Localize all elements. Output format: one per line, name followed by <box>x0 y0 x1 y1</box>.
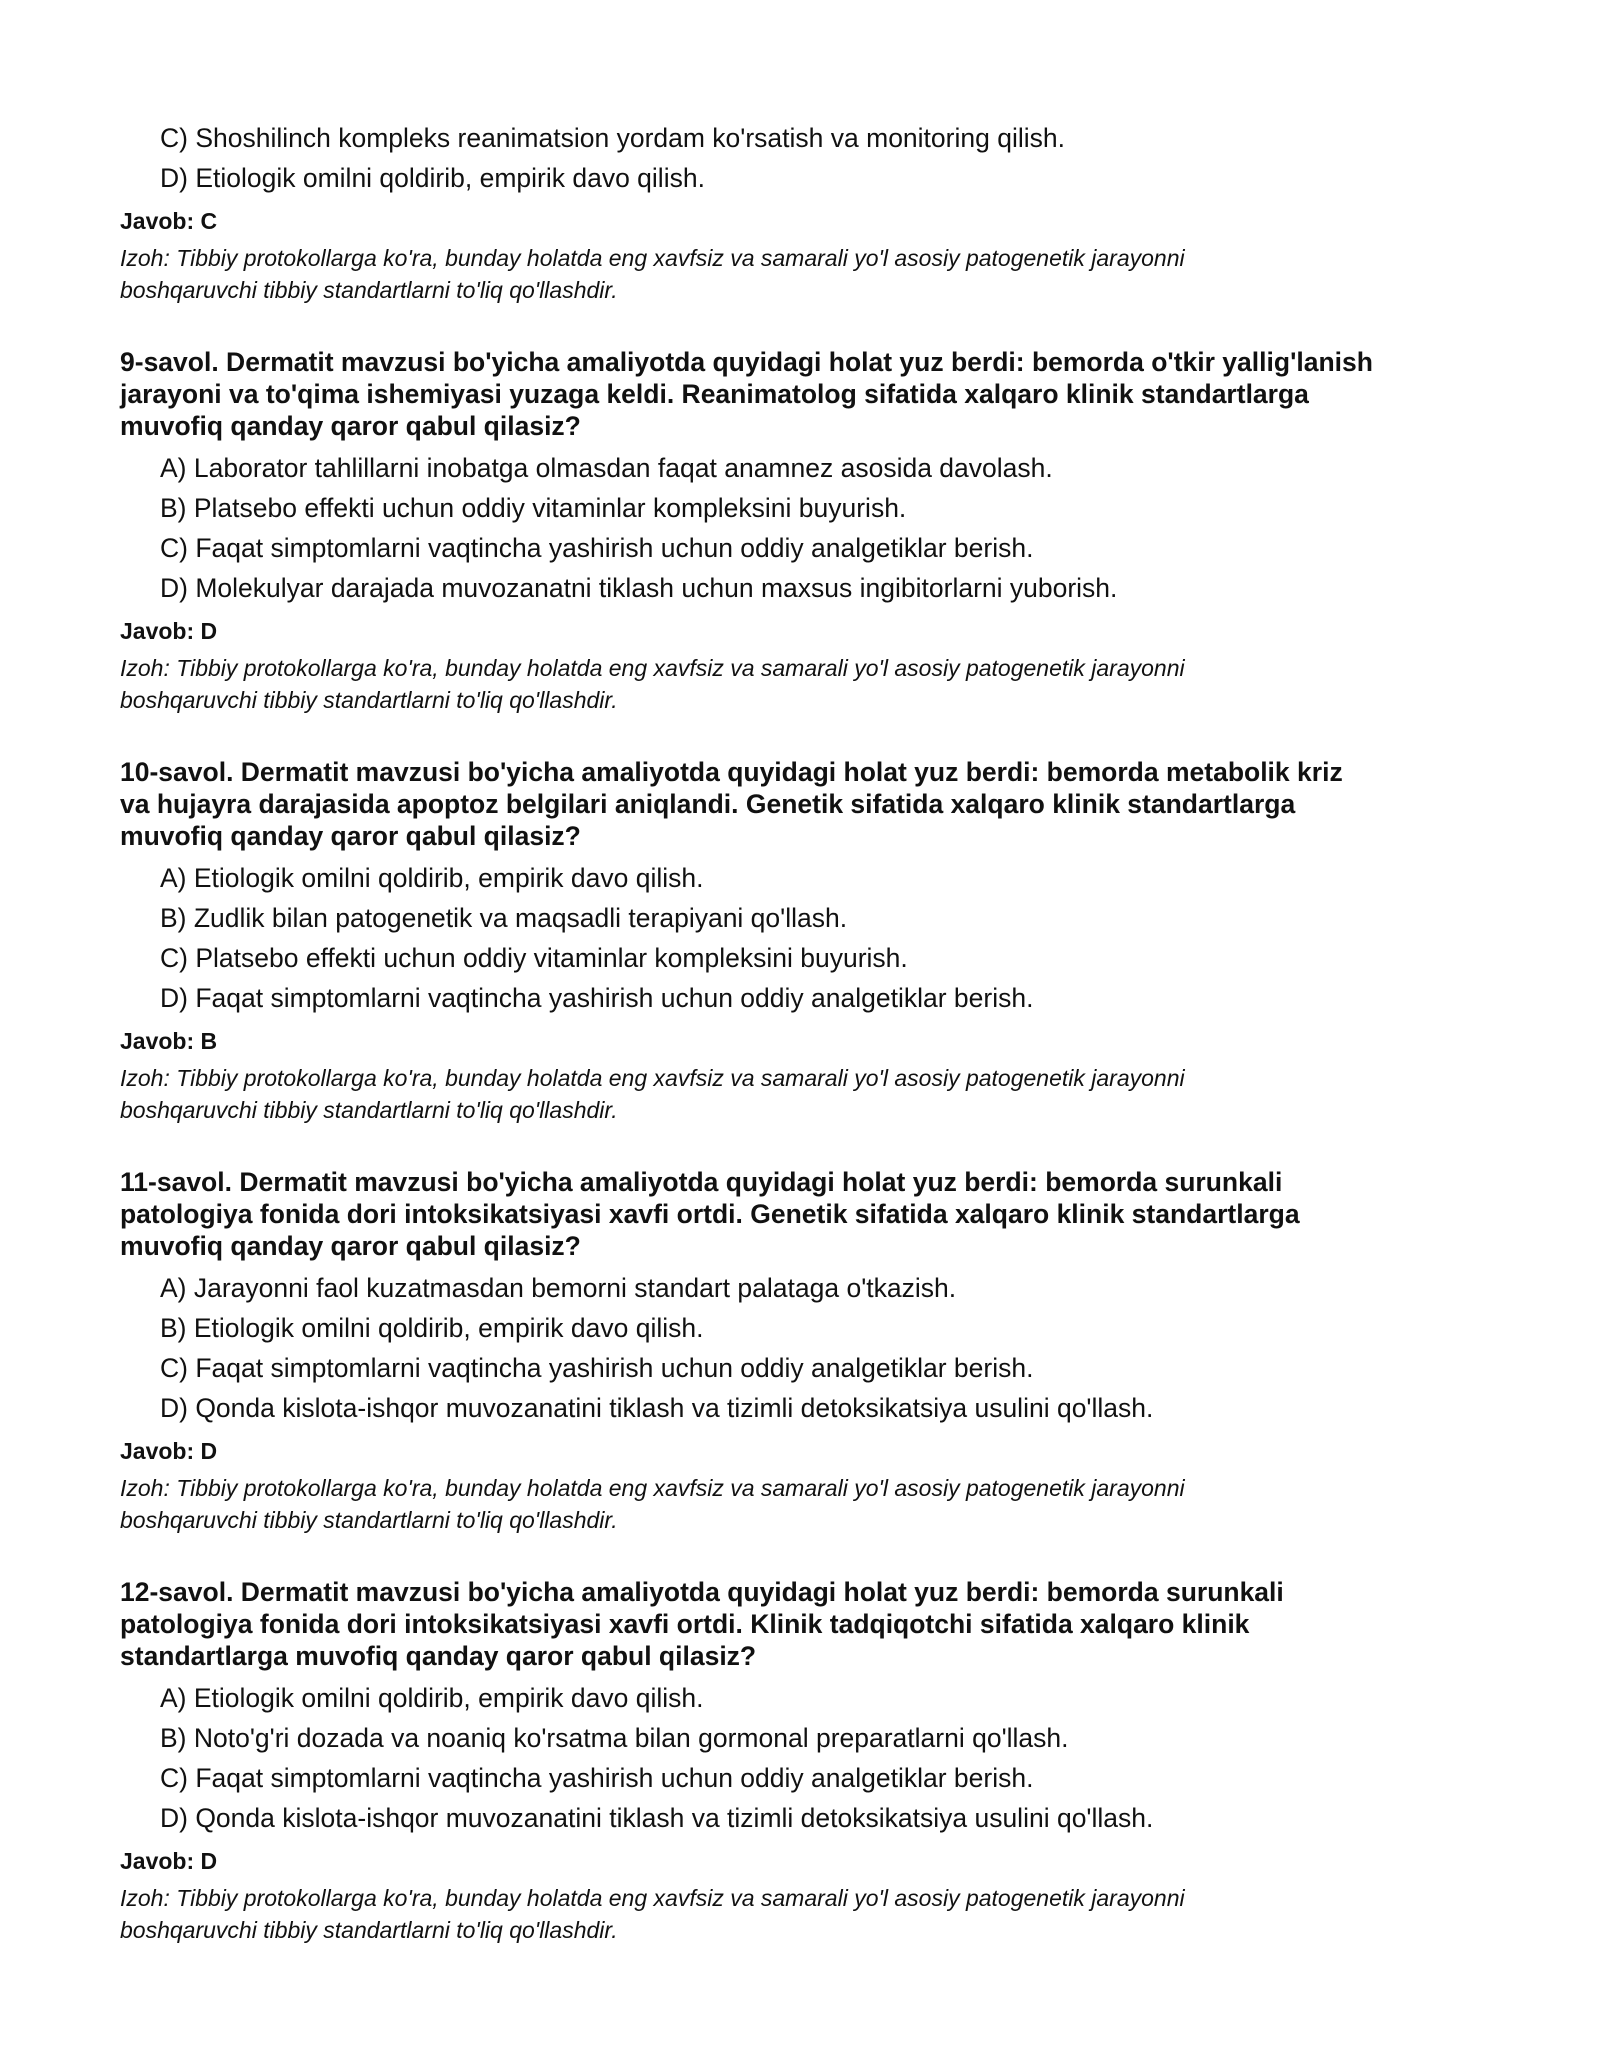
option-b: B) Noto'g'ri dozada va noaniq ko'rsatma bilan gormonal preparatlarni qo'llash. <box>160 1723 1069 1753</box>
option-a: A) Laborator tahlillarni inobatga olmasdan faqat anamnez asosida davolash. <box>160 453 1053 483</box>
option-a: A) Etiologik omilni qoldirib, empirik davo qilish. <box>160 863 704 893</box>
answer-label: Javob: D <box>120 618 218 644</box>
option-d: D) Molekulyar darajada muvozanatni tiklash uchun maxsus ingibitorlarni yuborish. <box>160 573 1118 603</box>
option-b: B) Platsebo effekti uchun oddiy vitaminlar kompleksini buyurish. <box>160 493 907 523</box>
explanation-note <box>120 652 1500 716</box>
question-line: va hujayra darajasida apoptoz belgilari aniqlandi. Genetik sifatida xalqaro klinik standartlarga <box>120 789 1296 819</box>
explanation-note <box>120 1472 1500 1536</box>
question-8-continuation <box>120 118 1500 306</box>
question-line: muvofiq qanday qaror qabul qilasiz? <box>120 411 581 441</box>
note-line: boshqaruvchi tibbiy standartlarni to'liq qo'llashdir. <box>120 1097 618 1123</box>
explanation-note <box>120 1062 1500 1126</box>
option-c: C) Platsebo effekti uchun oddiy vitaminlar kompleksini buyurish. <box>160 943 908 973</box>
question-text <box>120 1576 1500 1672</box>
option-b: B) Zudlik bilan patogenetik va maqsadli terapiyani qo'llash. <box>160 903 848 933</box>
question-line: patologiya fonida dori intoksikatsiyasi xavfi ortdi. Klinik tadqiqotchi sifatida xalqaro klinik <box>120 1609 1250 1639</box>
question-9 <box>120 346 1500 716</box>
answer-label: Javob: C <box>120 208 218 234</box>
note-line: Izoh: Tibbiy protokollarga ko'ra, bunday holatda eng xavfsiz va samarali yo'l asosiy patogenetik jarayonni <box>120 655 1185 681</box>
question-12 <box>120 1576 1500 1946</box>
option-d: D) Etiologik omilni qoldirib, empirik davo qilish. <box>160 163 705 193</box>
option-c: C) Faqat simptomlarni vaqtincha yashirish uchun oddiy analgetiklar berish. <box>160 1353 1034 1383</box>
note-line: boshqaruvchi tibbiy standartlarni to'liq qo'llashdir. <box>120 1507 618 1533</box>
question-line: 12-savol. Dermatit mavzusi bo'yicha amaliyotda quyidagi holat yuz berdi: bemorda surunkali <box>120 1577 1284 1607</box>
question-line: 9-savol. Dermatit mavzusi bo'yicha amaliyotda quyidagi holat yuz berdi: bemorda o'tkir yallig'lanish <box>120 347 1373 377</box>
option-c: C) Faqat simptomlarni vaqtincha yashirish uchun oddiy analgetiklar berish. <box>160 533 1034 563</box>
option-d: D) Faqat simptomlarni vaqtincha yashirish uchun oddiy analgetiklar berish. <box>160 983 1034 1013</box>
answer-label: Javob: B <box>120 1028 218 1054</box>
question-text <box>120 1166 1500 1262</box>
option-d: D) Qonda kislota-ishqor muvozanatini tiklash va tizimli detoksikatsiya usulini qo'llash. <box>160 1393 1154 1423</box>
note-line: boshqaruvchi tibbiy standartlarni to'liq qo'llashdir. <box>120 687 618 713</box>
question-text <box>120 756 1500 852</box>
question-line: patologiya fonida dori intoksikatsiyasi xavfi ortdi. Genetik sifatida xalqaro klinik standartlarga <box>120 1199 1300 1229</box>
explanation-note <box>120 1882 1500 1946</box>
question-line: 11-savol. Dermatit mavzusi bo'yicha amaliyotda quyidagi holat yuz berdi: bemorda surunkali <box>120 1167 1283 1197</box>
question-10 <box>120 756 1500 1126</box>
question-line: muvofiq qanday qaror qabul qilasiz? <box>120 821 581 851</box>
option-a: A) Etiologik omilni qoldirib, empirik davo qilish. <box>160 1683 704 1713</box>
question-line: jarayoni va to'qima ishemiyasi yuzaga keldi. Reanimatolog sifatida xalqaro klinik standartlarga <box>120 379 1309 409</box>
question-line: 10-savol. Dermatit mavzusi bo'yicha amaliyotda quyidagi holat yuz berdi: bemorda metabolik kriz <box>120 757 1343 787</box>
answer-label: Javob: D <box>120 1438 218 1464</box>
note-line: Izoh: Tibbiy protokollarga ko'ra, bunday holatda eng xavfsiz va samarali yo'l asosiy patogenetik jarayonni <box>120 1475 1185 1501</box>
note-line: boshqaruvchi tibbiy standartlarni to'liq qo'llashdir. <box>120 1917 618 1943</box>
note-line: Izoh: Tibbiy protokollarga ko'ra, bunday holatda eng xavfsiz va samarali yo'l asosiy patogenetik jarayonni <box>120 1065 1185 1091</box>
note-line: Izoh: Tibbiy protokollarga ko'ra, bunday holatda eng xavfsiz va samarali yo'l asosiy patogenetik jarayonni <box>120 245 1185 271</box>
explanation-note <box>120 242 1500 306</box>
document-page <box>120 118 1500 1946</box>
option-c: C) Faqat simptomlarni vaqtincha yashirish uchun oddiy analgetiklar berish. <box>160 1763 1034 1793</box>
answer-label: Javob: D <box>120 1848 218 1874</box>
note-line: boshqaruvchi tibbiy standartlarni to'liq qo'llashdir. <box>120 277 618 303</box>
question-line: muvofiq qanday qaror qabul qilasiz? <box>120 1231 581 1261</box>
option-b: B) Etiologik omilni qoldirib, empirik davo qilish. <box>160 1313 704 1343</box>
question-text <box>120 346 1500 442</box>
option-a: A) Jarayonni faol kuzatmasdan bemorni standart palataga o'tkazish. <box>160 1273 957 1303</box>
note-line: Izoh: Tibbiy protokollarga ko'ra, bunday holatda eng xavfsiz va samarali yo'l asosiy patogenetik jarayonni <box>120 1885 1185 1911</box>
option-d: D) Qonda kislota-ishqor muvozanatini tiklash va tizimli detoksikatsiya usulini qo'llash. <box>160 1803 1154 1833</box>
option-c: C) Shoshilinch kompleks reanimatsion yordam ko'rsatish va monitoring qilish. <box>160 123 1065 153</box>
question-11 <box>120 1166 1500 1536</box>
question-line: standartlarga muvofiq qanday qaror qabul qilasiz? <box>120 1641 757 1671</box>
